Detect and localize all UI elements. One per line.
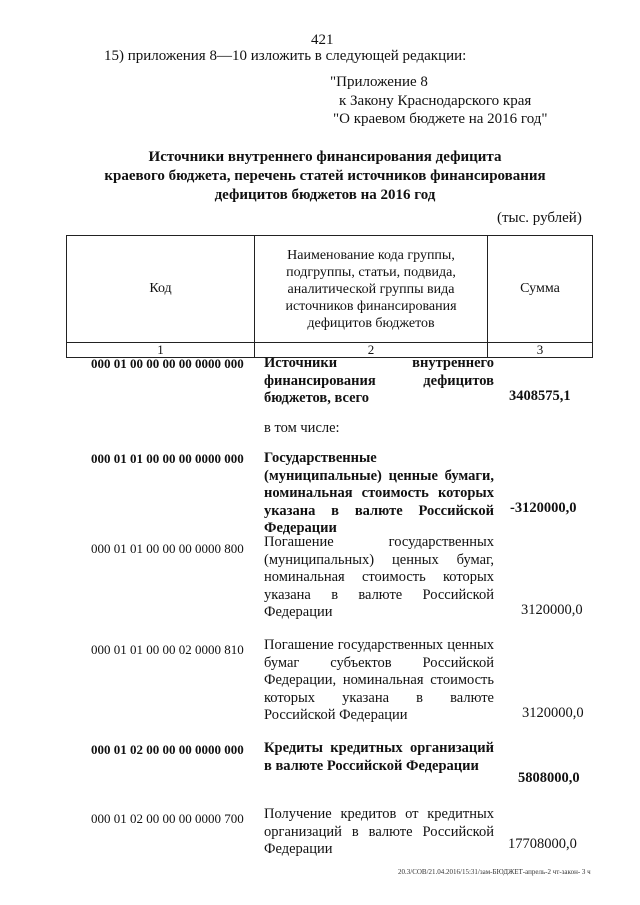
row-amount: 3120000,0 xyxy=(521,602,583,618)
intro-text: 15) приложения 8—10 изложить в следующей редакции: xyxy=(104,48,467,64)
row-code: 000 01 01 00 00 02 0000 810 xyxy=(91,642,244,657)
appendix-line-3: "О краевом бюджете на 2016 год" xyxy=(333,111,548,127)
row-name: в том числе: xyxy=(264,420,340,436)
row-name: Погашение государственных ценных бумаг субъектов Российской Федерации, номинальная стоимость которых указана в валюте Российской Федерации xyxy=(264,637,494,723)
row-code: 000 01 01 00 00 00 0000 000 xyxy=(91,451,244,466)
row-code: 000 01 02 00 00 00 0000 700 xyxy=(91,811,244,826)
row-name: Получение кредитов от кредитных организаций в валюте Российской Федерации xyxy=(264,806,494,857)
title-line-2: краевого бюджета, перечень статей источников финансирования xyxy=(104,168,546,184)
title-line-3: дефицитов бюджетов на 2016 год xyxy=(214,187,436,203)
table-header xyxy=(66,235,593,358)
row-name: Кредиты кредитных организаций в валюте Российской Федерации xyxy=(264,740,494,774)
document-title xyxy=(90,148,560,205)
row-amount: 3120000,0 xyxy=(522,705,584,721)
row-amount: 5808000,0 xyxy=(518,770,580,786)
page-number: 421 xyxy=(311,32,334,48)
row-amount: 17708000,0 xyxy=(508,836,577,852)
row-name: Источники внутреннего финансирования дефицитов бюджетов, всего xyxy=(264,355,494,406)
col-number-2: 2 xyxy=(255,343,488,358)
appendix-line-1: "Приложение 8 xyxy=(330,74,428,90)
col-number-1: 1 xyxy=(67,343,255,358)
row-amount: -3120000,0 xyxy=(510,500,577,516)
row-code: 000 01 01 00 00 00 0000 800 xyxy=(91,541,244,556)
footer-stamp: 20.3/СОВ/21.04.2016/15:31/зам-БЮДЖЕТ-апрель-2 чт-закон- 3 ч xyxy=(398,868,591,876)
header-sum: Сумма xyxy=(488,236,593,343)
row-code: 000 01 02 00 00 00 0000 000 xyxy=(91,742,244,757)
row-name: Государственные (муниципальные) ценные бумаги, номинальная стоимость которых указана в валюте Российской Федерации xyxy=(264,450,494,536)
header-name: Наименование кода группы, подгруппы, статьи, подвида, аналитической группы вида источников финансирования дефицитов бюджетов xyxy=(255,236,488,343)
appendix-line-2: к Закону Краснодарского края xyxy=(339,93,532,109)
row-name: Погашение государственных (муниципальных) ценных бумаг, номинальная стоимость которых указана в валюте Российской Федерации xyxy=(264,534,494,620)
header-code: Код xyxy=(67,236,255,343)
row-amount: 3408575,1 xyxy=(509,388,571,404)
units-label: (тыс. рублей) xyxy=(497,210,582,226)
row-code: 000 01 00 00 00 00 0000 000 xyxy=(91,356,244,371)
title-line-1: Источники внутреннего финансирования дефицита xyxy=(148,149,502,165)
col-number-3: 3 xyxy=(488,343,593,358)
